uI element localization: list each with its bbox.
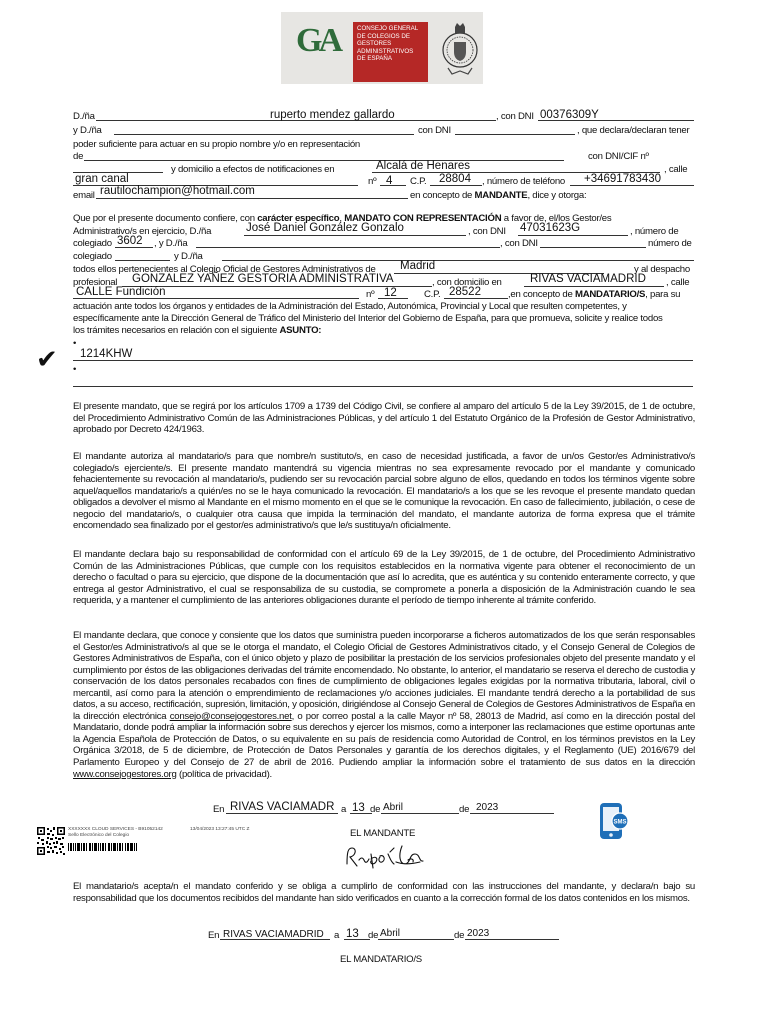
cp-label: C.P. [410,176,427,187]
actuation-text: actuación ante todos los órganos y entidades de la Administración del Estado, Autonómica, Provincial y Local que resulten competentes, y [73,301,627,312]
coat-of-arms-icon [440,18,480,78]
sig1-city-field[interactable]: RIVAS VACIAMADR [230,801,335,813]
domicile-label: y domicilio a efectos de notificaciones en [171,164,335,175]
mandante-name-field[interactable]: ruperto mendez gallardo [270,109,395,121]
sig1-month-field[interactable]: Abril [383,802,404,813]
mandatario-label: EL MANDATARIO/S [340,954,422,965]
mandante-dni-label: , con DNI [496,111,534,122]
college-text: todos ellos pertenecientes al Colegio Oficial de Gestores Administrativos de [73,264,376,275]
sig2-a-label: a [334,930,340,941]
consejo-email-link[interactable]: consejo@consejogestores.net [169,710,292,722]
third-gestor-label: y D./ña [174,251,203,262]
underline [84,160,564,161]
bullet-1: • [73,338,77,349]
underline [114,134,414,135]
gestor-dni-label: , con DNI [468,226,506,237]
organization-name: CONSEJO GENERAL DE COLEGIOS DE GESTORES ADMINISTRATIVOS DE ESPAÑA [353,22,428,82]
sig2-year-field[interactable]: 2023 [467,928,490,939]
second-name-label: y D./ña [73,125,102,136]
email-field[interactable]: rautilochampion@hotmail.com [100,185,255,197]
phone-field[interactable]: +34691783430 [584,173,662,185]
second-gestor-label: , y D./ña [154,238,188,249]
sms-label: SMS [613,819,627,826]
sig1-de-label: de [370,804,381,815]
underline [540,247,646,248]
stamp-date: 13/04/2023 13:27:45 UTC Z [190,827,250,832]
sig1-en-label: En [213,804,225,815]
sig1-de-label-2: de [459,804,470,815]
office-number-label: nº [366,289,375,300]
number-of-label-2: número de [648,238,692,249]
stamp-issuer: XXXXXXX CLOUD SERVICES - B91052142 [68,827,163,832]
sig2-de-label: de [368,930,379,941]
colegiado-label-2: colegiado [73,251,112,262]
asunto-field[interactable]: 1214KHW [80,348,133,360]
number-field[interactable]: 4 [386,175,393,187]
sig2-day-field[interactable]: 13 [346,928,359,940]
office-cp-label: C.P. [424,289,441,300]
gestor-dni-field[interactable]: 47031623G [520,222,581,234]
sig1-a-label: a [341,804,347,815]
underline [196,247,500,248]
office-street-field[interactable]: CALLE Fundición [76,286,166,298]
ga-logo-mark: GA [296,22,339,59]
bullet-2: • [73,364,77,375]
mandante-name-label: D./ña [73,111,95,122]
professional-label: profesional [73,277,118,288]
number-label: nº [368,176,377,187]
underline [380,185,406,186]
checkmark-icon: ✔ [36,345,58,375]
asunto-intro: los trámites necesarios en relación con el siguiente ASUNTO: [73,325,322,336]
underline [73,360,693,361]
office-number-field[interactable]: 12 [384,287,397,299]
stamp-type: Sello Electrónico del Colegio [68,833,130,838]
consejo-website-link[interactable]: www.consejogestores.org [73,768,177,780]
qr-code-icon [36,826,66,856]
dni-cif-label: con DNI/CIF nº [588,151,649,162]
colegiado-number-field[interactable]: 3602 [117,235,143,247]
mandatario-concept-text: ,en concepto de MANDATARIO/S, para su [508,289,681,300]
underline [518,235,628,236]
gestor-name-field[interactable]: José Daniel González Gonzalo [246,222,404,234]
underline [73,386,693,387]
phone-label: , número de teléfono [482,176,566,187]
sig1-day-field[interactable]: 13 [352,802,365,814]
handwritten-signature [344,842,428,872]
second-dni-label: con DNI [418,125,451,136]
sig2-month-field[interactable]: Abril [380,928,401,939]
mandante-label: EL MANDANTE [350,828,416,839]
legal-paragraph-3: El mandante declara bajo su responsabilidad de conformidad con el artículo 69 de la Ley 39/2015, de 1 de octubre, del Procedimiento Administrativo Común de las Administraciones Públicas, que cumple con los requisitos establecidos en la normativa vigente para obtener el reconocimiento de un derecho o facultad o para su ejercicio, que dispone de la documentación que así lo acredita, que es auténtica y su contenido enteramente correcto, y que entrega al gestor Administrativo, el cual se responsabiliza de su custodia, se compromete a ponerla a disposición de la Administración cuando le sea requerida, y a mantener el cumplimiento de las anteriores obligaciones durante el período de tiempo inherente al trámite conferido. [73,549,695,607]
street-field[interactable]: gran canal [75,173,129,185]
office-address-label: , con domicilio en [432,277,502,288]
domicile-city-field[interactable]: Alcalá de Henares [376,160,470,172]
firm-field[interactable]: GONZALEZ YAÑEZ GESTORIA ADMINISTRATIVA [132,273,394,285]
mandante-concept-text: en concepto de MANDANTE, dice y otorga: [410,190,587,201]
sig1-year-field[interactable]: 2023 [476,802,499,813]
sig2-city-field[interactable]: RIVAS VACIAMADRID [223,929,324,940]
declare-text: , que declara/declaran tener [577,125,690,136]
colegiado-label: colegiado [73,238,112,249]
legal-paragraph-1: El presente mandato, que se regirá por los artículos 1709 a 1739 del Código Civil, se confiere al amparo del artículo 5 de la Ley 39/2015, de 1 de octubre, del Procedimiento Administrativo Común de las Administraciones Públicas, y del artículo 1 del Estatuto Orgánico de la Profesión de Gestor Administrativo, aprobado por Decreto 424/1963. [73,401,695,436]
final-acceptance-paragraph: El mandatario/s acepta/n el mandato conferido y se obliga a cumplirlo de conformidad con las instrucciones del mandante, y declara/n bajo su responsabilidad que los documentos recibidos del mandante han sido verificados en cuanto a la corrección formal de los datos contenidos en los mismos. [73,881,695,904]
underline [455,134,575,135]
underline [96,198,408,199]
underline [222,260,694,261]
college-city-field[interactable]: Madrid [400,260,436,272]
sms-phone-icon [597,802,629,840]
cp-field[interactable]: 28804 [439,173,471,185]
of-label: de [73,151,84,162]
second-gestor-dni-label: , con DNI [500,238,538,249]
office-cp-field[interactable]: 28522 [449,286,481,298]
street-label: , calle [664,164,688,175]
number-of-label: , número de [630,226,679,237]
admin-label: Administrativo/s en ejercicio, D./ña [73,226,212,237]
dgt-text: específicamente ante la Dirección General de Tráfico del Ministerio del Interior del Gobierno de España, para que promueva, solicite y realice todos [73,313,663,324]
sig2-en-label: En [208,930,220,941]
sig2-de-label-2: de [454,930,465,941]
underline [524,286,664,287]
email-label: email [73,190,95,201]
legal-paragraph-2: El mandante autoriza al mandatario/s para que nombre/n sustituto/s, en caso de necesidad justificada, a favor de un/os Gestor/es Administrativo/s colegiado/s ejerciente/s. El presente mandato mantendrá su vigencia mientras no sea expresamente revocado por el mandante y comunicado fehacientemente su revocación al mandatario/s, pudiendo ser su revocación parcial sobre alguno de ellos, quedando en todos los términos vigente sobre aquel/aquellos mandatario/s a quién/es no se le haya comunicado la revocación. El mandatario/s a los que se les revoque el presente mandato quedan obligados a devolver el mismo al Mandante en el mismo momento en el que se le comunique la revocación. En caso de fallecimiento, jubilación, o cese de negocio del mandatario/s, o cualquier otra causa que impida la terminación del mandato, el mandante autoriza de forma expresa que el trámite encomendado sea finalizado por el gestor/es administrativo/s que le/s sustituya/n oficialmente. [73,451,695,532]
mandante-dni-field[interactable]: 00376309Y [540,109,599,121]
legal-paragraph-4: El mandante declara, que conoce y consiente que los datos que suministra pueden incorporarse a ficheros automatizados de los que serán responsables el Gestor/es Administrativo/s al que se le otorga el mandato, el Colegio Oficial de Gestores Administrativos citado, y el Consejo General de Colegios de Gestores Administrativos de España, con el único objeto y plazo de posibilitar la prestación de los servicios profesionales objeto del presente mandato y el cumplimiento por éstos de las obligaciones derivadas del trámite encomendado. No obstante, lo anterior, el mandatario se reserva el derecho de custodia y conservación de los datos personales recabados con fines de cumplimiento de obligaciones legales exigidas por la normativa tributaria, laboral, civil o mercantil, así como para la atención o emprendimiento de reclamaciones y/o acciones judiciales. El mandante tendrá derecho a la portabilidad de sus datos, a su acceso, rectificación, supresión, limitación, y oposición, dirigiéndose al Consejo General de Colegios de Gestores Administrativos de España en la dirección electrónica consejo@consejogestores.net, o por correo postal a la calle Mayor nº 58, 28013 de Madrid, así como en la dirección postal del Mandatario, donde podrá ampliar la información sobre sus derechos y ejercer los mismos, como a interponer las reclamaciones que estime oportunas ante la Agencia Española de Protección de Datos, o su equivalente en su país de residencia como Autoridad de Control, en los términos previstos en la Ley Orgánica 3/2018, de 5 de diciembre, de Protección de Datos Personales y garantía de los derechos digitales, y el Reglamento (UE) 2016/679 del Parlamento Europeo y del Consejo de 27 de abril de 2016. Pudiendo ampliar la información sobre el tratamiento de sus datos en la dirección www.consejogestores.org (política de privacidad). [73,630,695,780]
underline [244,235,466,236]
mandate-intro: Que por el presente documento confiere, con carácter específico, MANDATO CON REPRESENTACIÓN a favor de, el/los Gestor/es [73,213,612,224]
power-text: poder suficiente para actuar en su propio nombre y/o en representación [73,139,361,150]
office-text: y al despacho [634,264,690,275]
underline [115,260,170,261]
office-street-label: , calle [666,277,690,288]
barcode-icon [68,843,228,851]
office-city-field[interactable]: RIVAS VACIAMADRID [530,273,646,285]
